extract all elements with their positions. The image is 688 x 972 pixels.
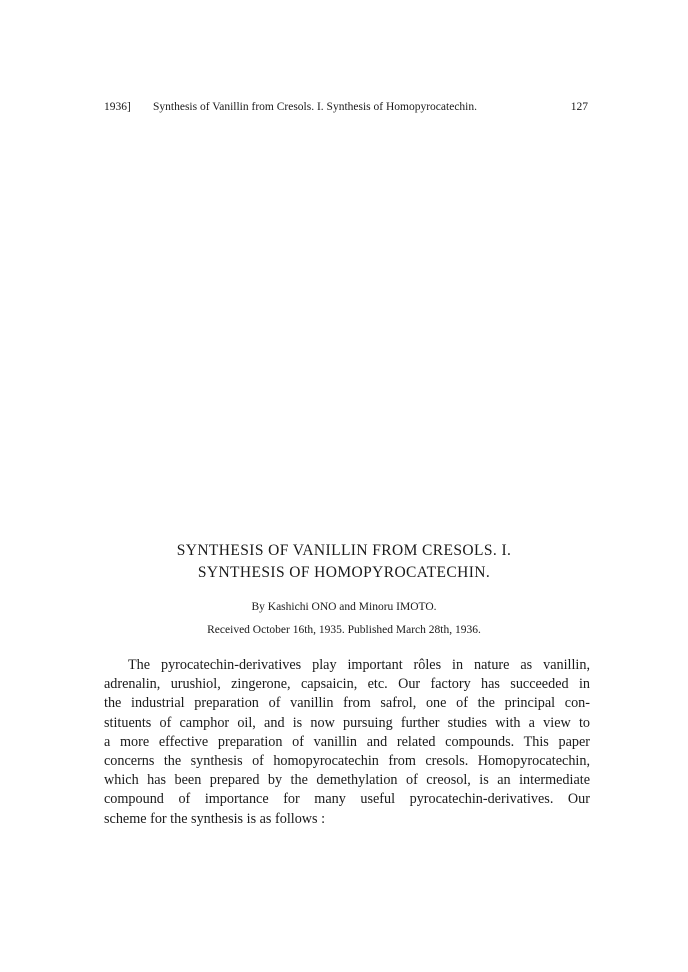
body-line: The pyrocatechin-derivatives play important rôles in nature as vanillin,: [128, 657, 590, 673]
body-line: which has been prepared by the demethylation of creosol, is an intermediate: [104, 772, 590, 789]
header-year: 1936]: [104, 101, 131, 113]
header-page-number: 127: [570, 101, 588, 113]
header-running-title: Synthesis of Vanillin from Cresols. I. Synthesis of Homopyrocatechin.: [153, 101, 477, 113]
body-line: concerns the synthesis of homopyrocatechin from cresols. Homopyrocatechin,: [104, 753, 590, 770]
body-line: adrenalin, urushiol, zingerone, capsaicin, etc. Our factory has succeeded in: [104, 676, 590, 693]
body-line: a more effective preparation of vanillin and related compounds. This paper: [104, 733, 590, 750]
article-title: [0, 540, 688, 584]
title-line-2: SYNTHESIS OF HOMOPYROCATECHIN.: [197, 564, 491, 581]
body-line: compound of importance for many useful pyrocatechin-derivatives. Our: [104, 791, 590, 808]
body-line: the industrial preparation of vanillin from safrol, one of the principal con-: [104, 695, 590, 712]
body-paragraph: [104, 656, 590, 829]
body-line: scheme for the synthesis is as follows :: [104, 810, 326, 827]
running-header: [104, 99, 588, 115]
body-line: stituents of camphor oil, and is now pursuing further studies with a view to: [104, 714, 590, 731]
title-line-1: SYNTHESIS OF VANILLIN FROM CRESOLS. I.: [176, 542, 512, 559]
received-date: Received October 16th, 1935. Published March 28th, 1936.: [207, 624, 481, 636]
author-byline: By Kashichi ONO and Minoru IMOTO.: [251, 601, 437, 613]
